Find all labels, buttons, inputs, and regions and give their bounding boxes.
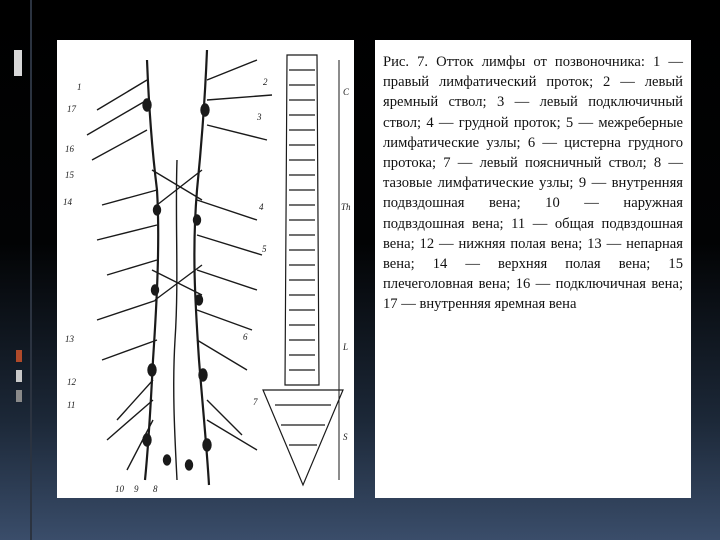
edge-mark xyxy=(16,350,22,362)
label-2: 2 xyxy=(263,77,268,87)
label-14: 14 xyxy=(63,197,72,207)
caption-box xyxy=(375,40,691,498)
edge-mark xyxy=(14,50,22,76)
label-4: 4 xyxy=(259,202,264,212)
edge-mark xyxy=(16,390,22,402)
spine-label-s: S xyxy=(343,432,348,442)
spine-label-th: Th xyxy=(341,202,351,212)
label-9: 9 xyxy=(134,484,139,494)
label-5: 5 xyxy=(262,244,267,254)
label-7: 7 xyxy=(253,397,258,407)
slide-divider-line xyxy=(30,0,32,540)
spine-label-l: L xyxy=(343,342,349,352)
label-3: 3 xyxy=(257,112,262,122)
spine-label-c: C xyxy=(343,87,350,97)
label-8: 8 xyxy=(153,484,158,494)
edge-mark xyxy=(16,370,22,382)
label-12: 12 xyxy=(67,377,76,387)
label-10: 10 xyxy=(115,484,124,494)
label-6: 6 xyxy=(243,332,248,342)
label-15: 15 xyxy=(65,170,74,180)
figure-caption: Рис. 7. Отток лимфы от позвоночника: 1 — правый лимфатический проток; 2 — левый яремный ствол; 3 — левый подключичный ствол; 4 — грудной проток; 5 — межреберные лимфатические узлы; 6 — цистерна грудного протока; 7 — левый поясничный ствол; 8 — тазовые лимфатические узлы; 9 — внутренняя подвздошная вена; 10 — наружная подвздошная вена; 11 — общая подвздошная вена; 12 — нижняя полая вена; 13 — непарная вена; 14 — верхняя полая вена; 15 плечеголовная вена; 16 — подключичная вена; 17 — внутренняя яремная вена xyxy=(383,54,683,313)
label-16: 16 xyxy=(65,144,74,154)
label-1: 1 xyxy=(77,82,82,92)
label-13: 13 xyxy=(65,334,74,344)
lymph-drainage-figure xyxy=(57,40,354,498)
label-11: 11 xyxy=(67,400,76,410)
lymph-diagram xyxy=(57,40,354,498)
label-17: 17 xyxy=(67,104,76,114)
